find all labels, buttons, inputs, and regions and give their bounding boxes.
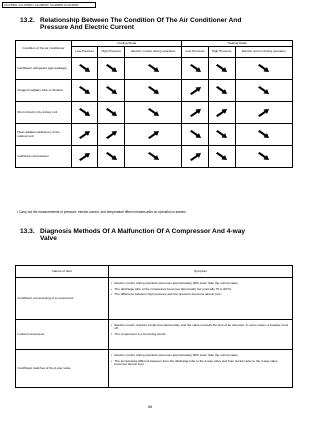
arrow-cell [208,102,235,124]
symptom-text: The compressor is a humming sound. [114,332,167,337]
symptom-item [111,324,290,331]
table-row [16,350,293,388]
arrow-cell [125,146,182,168]
arrow-down-icon [78,108,91,117]
arrow-down-icon [147,64,160,73]
section-13-2-title [20,17,241,32]
symptom-text: The difference between high pressure and low pressure becomes almost zero. [114,292,222,297]
arrow-down-icon [257,152,270,161]
section-number: 13.3. [20,228,35,235]
arrow-up-icon [189,152,202,161]
table-row [16,320,293,350]
arrow-cell [72,102,98,124]
symptom-item [111,333,290,337]
col-low-pressure: Low Pressure [182,47,208,58]
section-title-line2: Valve [40,235,57,243]
arrow-cell [98,80,125,102]
bullet-icon: • [111,332,113,337]
arrow-cell [235,124,292,146]
fault-cell: Insufficient switches of the 4-way valve [16,350,109,388]
section-title-line2: Pressure And Electric Current [40,24,134,32]
col-low-pressure: Low Pressure [72,47,98,58]
col-electric-current: Electric current during operation [125,47,182,58]
symptom-cell [109,320,293,350]
arrow-cell [125,124,182,146]
compressor-diagnosis-table [15,265,293,388]
arrow-cell [98,146,125,168]
fault-cell: Insufficient compressing of a compressor [16,278,109,320]
symptom-item [111,360,290,367]
arrow-down-icon [215,152,228,161]
arrow-down-icon [105,86,118,95]
arrow-down-icon [189,130,202,139]
symptom-text: The temperature different between from the discharge tube to the 4-way valve and from suction tube to the 4-way valve becomes almost zero. [114,358,278,367]
arrow-cell [235,102,292,124]
symptom-cell [109,278,293,320]
col-symptom: Symptom [109,266,293,278]
section-13-3-title [20,228,245,243]
arrow-cell [182,58,208,80]
arrow-cell [125,58,182,80]
col-nature-of-fault: Nature of fault [16,266,109,278]
col-high-pressure: High Pressure [208,47,235,58]
arrow-cell [72,80,98,102]
symptom-item [111,282,290,286]
arrow-cell [72,124,98,146]
condition-header: Condition of the air conditioner [16,41,72,58]
arrow-up-icon [189,108,202,117]
bullet-icon: • [111,322,113,327]
arrow-down-icon [257,130,270,139]
table-row [16,58,293,80]
pressure-current-table [15,40,293,168]
arrow-cell [182,80,208,102]
condition-cell: Short circuit in the indoor unit [16,102,72,124]
page-number: 68 [148,405,152,409]
bullet-icon: • [111,352,113,357]
arrow-up-icon [78,152,91,161]
arrow-up-icon [147,130,160,139]
arrow-up-icon [105,130,118,139]
bullet-icon: • [111,292,113,297]
table-row [16,278,293,320]
arrow-down-icon [147,86,160,95]
arrow-down-icon [78,64,91,73]
arrow-cell [235,146,292,168]
table-row [16,124,293,146]
symptom-text: Electric current during operation becomes approximately 80% lower than the normal value. [114,352,239,357]
arrow-down-icon [257,86,270,95]
arrow-down-icon [215,64,228,73]
arrow-cell [208,58,235,80]
fault-cell: Locked compressor [16,320,109,350]
section-title-line1: Relationship Between The Condition Of The Air Conditioner And [40,17,242,24]
arrow-cell [235,58,292,80]
arrow-down-icon [147,152,160,161]
measurement-note: • Carry out the measurements of pressure, electric current, and temperature fifteen minutes after an operation is started. [17,210,187,214]
symptom-item [111,288,290,292]
arrow-up-icon [257,108,270,117]
col-high-pressure: High Pressure [98,47,125,58]
section-title-line1: Diagnosis Methods Of A Malfunction Of A Compressor And 4-way [40,228,246,235]
col-electric-current: Electric current during operation [235,47,292,58]
heating-mode-header: Heating Mode [182,41,293,47]
arrow-cell [125,80,182,102]
arrow-up-icon [78,130,91,139]
model-header: CS-A7DKD / CU-A7DKD / CS-A9DKD / CS-A9DKD CU-A12DKD [2,2,96,8]
bullet-icon: • [111,280,113,285]
arrow-down-icon [215,86,228,95]
bullet-icon: • [111,286,113,291]
arrow-cell [72,146,98,168]
arrow-cell [208,124,235,146]
bullet-icon: • [111,358,113,363]
symptom-text: The discharge tube of the compressor becomes abnormally hot (normally 70 to 90°C). [114,286,233,291]
cooling-mode-header: Cooling Mode [72,41,182,47]
arrow-cell [72,58,98,80]
symptom-cell [109,350,293,388]
arrow-down-icon [78,86,91,95]
arrow-cell [182,146,208,168]
arrow-down-icon [105,152,118,161]
condition-cell: Inefficient compression [16,146,72,168]
symptom-item [111,354,290,358]
arrow-up-icon [215,108,228,117]
arrow-cell [182,102,208,124]
condition-cell: Heat radiation deficiency of the outdoor unit [16,124,72,146]
arrow-cell [235,80,292,102]
condition-cell: Insufficient refrigerant (gas leakage) [16,58,72,80]
symptom-text: Electric current during operation becomes approximately 20% lower than the normal value. [114,280,239,285]
arrow-down-icon [189,64,202,73]
table-row [16,80,293,102]
symptom-text: Electric current reaches a high level abnormally, and the value exceeds the limit of an ammeter. In some cases, a breaker turns off. [114,322,289,331]
arrow-up-icon [189,86,202,95]
arrow-cell [98,102,125,124]
arrow-cell [125,102,182,124]
table-row [16,146,293,168]
arrow-down-icon [105,64,118,73]
arrow-down-icon [257,64,270,73]
arrow-cell [208,80,235,102]
arrow-cell [98,124,125,146]
arrow-cell [208,146,235,168]
arrow-cell [98,58,125,80]
arrow-down-icon [105,108,118,117]
symptom-item [111,293,290,297]
table-row [16,102,293,124]
section-number: 13.2. [20,17,35,24]
condition-cell: Clogged capillary tube or Strainer [16,80,72,102]
arrow-cell [182,124,208,146]
arrow-down-icon [147,108,160,117]
arrow-down-icon [215,130,228,139]
